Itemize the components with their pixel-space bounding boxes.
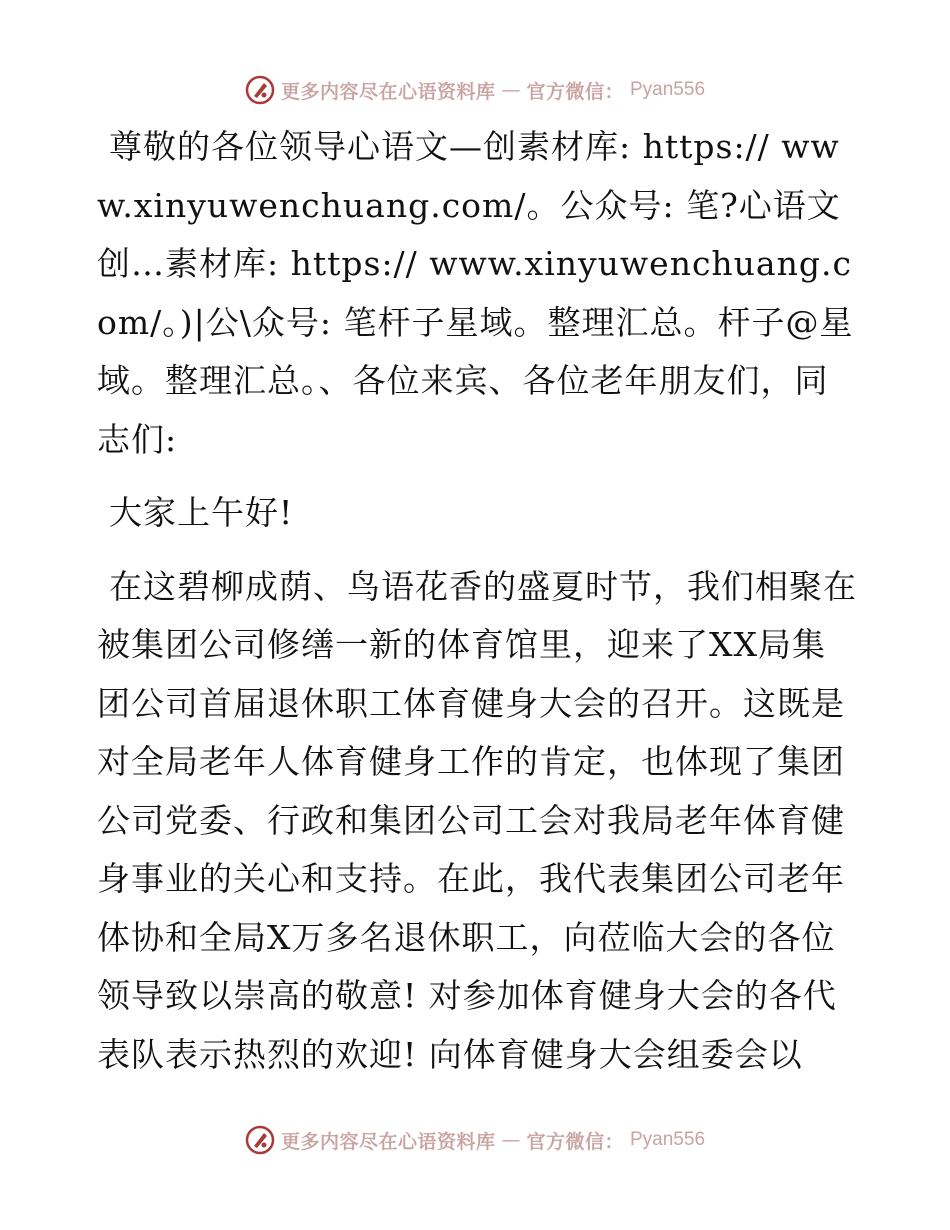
pen-nib-icon xyxy=(245,75,275,105)
pen-nib-icon xyxy=(245,1125,275,1155)
document-body xyxy=(97,118,857,1099)
banner-text: 更多内容尽在心语资料库 xyxy=(280,80,496,103)
paragraph-greeting: 大家上午好! xyxy=(109,493,294,532)
paragraph-salutation: 尊敬的各位领导心语文—创素材库: https:// www.xinyuwenchuang.com/。公众号: 笔?心语文创…素材库: https:// www.xinyuwenchuang.com/。)|公\众号: 笔杆子星域。整理汇总。杆子@星域。整理汇总。、各位来宾、各位老年朋友们，同志们: xyxy=(97,127,854,459)
paragraph-body: 在这碧柳成荫、鸟语花香的盛夏时节，我们相聚在被集团公司修缮一新的体育馆里，迎来了XX局集团公司首届退休职工体育健身大会的召开。这既是对全局老年人体育健身工作的肯定，也体现了集团公司党委、行政和集团公司工会对我局老年体育健身事业的关心和支持。在此，我代表集团公司老年体协和全局X万多名退休职工，向莅临大会的各位领导致以崇高的敬意! 对参加体育健身大会的各代表队表示热烈的欢迎! 向体育健身大会组委会以 xyxy=(97,566,857,1074)
header-banner xyxy=(0,70,950,110)
footer-banner xyxy=(0,1120,950,1160)
banner-separator: — xyxy=(501,1129,521,1151)
banner-separator: — xyxy=(501,79,521,101)
banner-wechat-id: Pyan556 xyxy=(630,1129,706,1150)
banner-wechat-id: Pyan556 xyxy=(630,79,706,100)
banner-wechat-label: 官方微信： xyxy=(526,1130,624,1153)
banner-text: 更多内容尽在心语资料库 xyxy=(280,1130,496,1153)
banner-wechat-label: 官方微信： xyxy=(526,80,624,103)
